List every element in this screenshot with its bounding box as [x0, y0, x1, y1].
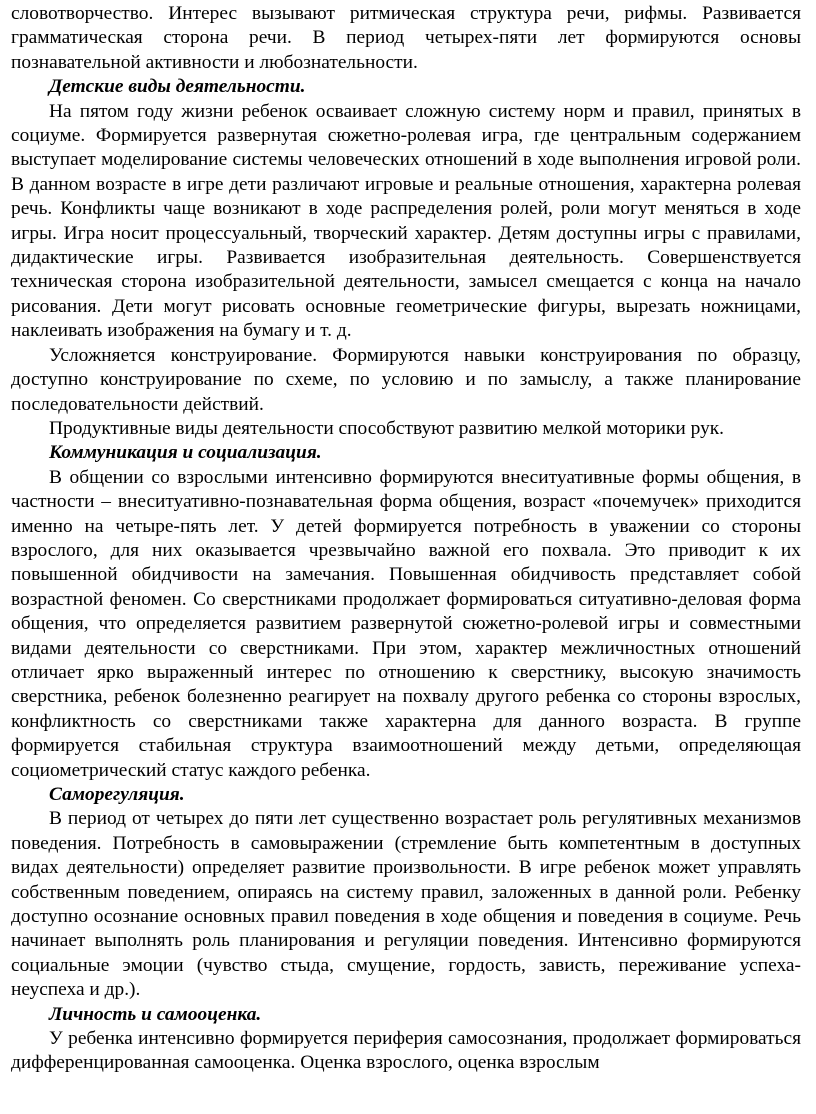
document-page	[11, 2, 801, 1076]
paragraph-role-play: На пятом году жизни ребенок осваивает сложную систему норм и правил, принятых в социуме. Формируется развернутая сюжетно-ролевая игра, где центральным содержанием выступает моделирование системы человеческих отношений в ходе выполнения игровой роли. В данном возрасте в игре дети различают игровые и реальные отношения, характерна ролевая речь. Конфликты чаще возникают в ходе распределения ролей, роли могут меняться в ходе игры. Игра носит процессуальный, творческий характер. Детям доступны игры с правилами, дидактические игры. Развивается изобразительная деятельность. Совершенствуется техническая сторона изобразительной деятельности, замысел смещается с конца на начало рисования. Дети могут рисовать основные геометрические фигуры, вырезать ножницами, наклеивать изображения на бумагу и т. д.	[11, 100, 801, 342]
paragraph-personality: У ребенка интенсивно формируется периферия самосознания, продолжает формироваться дифференцированная самооценка. Оценка взрослого, оценка взрослым	[11, 1028, 801, 1074]
heading-personality: Личность и самооценка.	[49, 1003, 262, 1025]
heading-communication: Коммуникация и социализация.	[49, 442, 322, 464]
paragraph-motor-skills: Продуктивные виды деятельности способствуют развитию мелкой моторики рук.	[49, 417, 725, 439]
paragraph-construction: Усложняется конструирование. Формируются навыки конструирования по образцу, доступно конструирование по схеме, по условию и по замыслу, а также планирование последовательности действий.	[11, 344, 801, 415]
paragraph-self-regulation: В период от четырех до пяти лет существенно возрастает роль регулятивных механизмов поведения. Потребность в самовыражении (стремление быть компетентным в доступных видах деятельности) определяет развитие произвольности. В игре ребенок может управлять собственным поведением, опираясь на систему правил, заложенных в данной роли. Ребенку доступно осознание основных правил поведения в ходе общения и поведения в социуме. Речь начинает выполнять роль планирования и регуляции поведения. Интенсивно формируются социальные эмоции (чувство стыда, смущение, гордость, зависть, переживание успеха-неуспеха и др.).	[11, 808, 801, 1001]
paragraph-communication: В общении со взрослыми интенсивно формируются внеситуативные формы общения, в частности – внеситуативно-познавательная форма общения, возраст «почемучек» приходится именно на четыре-пять лет. У детей формируется потребность в уважении со стороны взрослого, для них оказывается чрезвычайно важной его похвала. Это приводит к их повышенной обидчивости на замечания. Повышенная обидчивость представляет собой возрастной феномен. Со сверстниками продолжает формироваться ситуативно-деловая форма общения, что определяется развитием развернутой сюжетно-ролевой игры и совместными видами деятельности со сверстниками. При этом, характер межличностных отношений отличает ярко выраженный интерес по отношению к сверстнику, высокую значимость сверстника, ребенок болезненно реагирует на похвалу другого ребенка со стороны взрослых, конфликтность со сверстниками также характерна для данного возраста. В группе формируется стабильная структура взаимоотношений между детьми, определяющая социометрический статус каждого ребенка.	[11, 466, 801, 781]
heading-childrens-activities: Детские виды деятельности.	[49, 76, 306, 98]
heading-self-regulation: Саморегуляция.	[49, 784, 185, 805]
paragraph-speech-development: словотворчество. Интерес вызывают ритмическая структура речи, рифмы. Развивается грамматическая сторона речи. В период четырех-пяти лет формируются основы познавательной активности и любознательности.	[11, 3, 801, 73]
